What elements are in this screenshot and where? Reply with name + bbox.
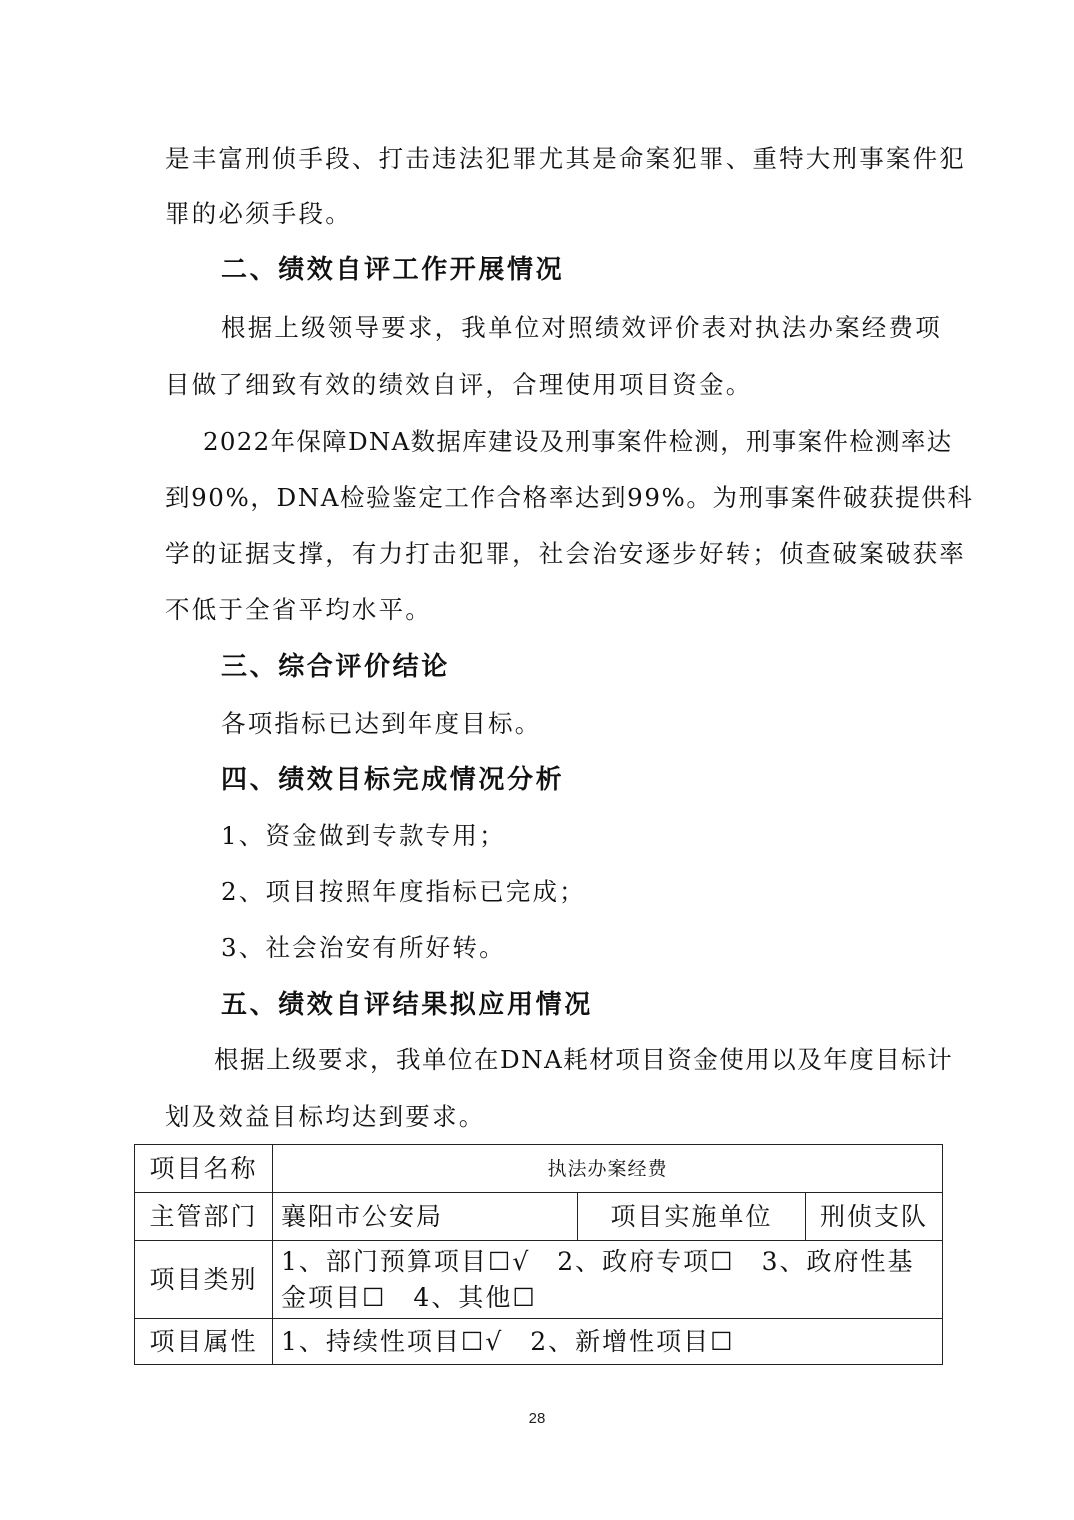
paragraph-line: 到90%，DNA检验鉴定工作合格率达到99%。为刑事案件破获提供科 bbox=[165, 483, 974, 512]
paragraph-line: 根据上级领导要求，我单位对照绩效评价表对执法办案经费项 bbox=[221, 313, 942, 342]
paragraph-line: 2022年保障DNA数据库建设及刑事案件检测，刑事案件检测率达 bbox=[203, 427, 953, 456]
table-row bbox=[135, 1319, 943, 1365]
project-category-value: 1、部门预算项目☐√ 2、政府专项☐ 3、政府性基金项目☐ 4、其他☐ bbox=[273, 1241, 943, 1319]
paragraph-line: 罪的必须手段。 bbox=[165, 199, 352, 228]
list-item: 1、资金做到专款专用； bbox=[221, 821, 506, 850]
table-row bbox=[135, 1241, 943, 1319]
section-heading: 四、绩效目标完成情况分析 bbox=[221, 765, 565, 795]
department-value: 襄阳市公安局 bbox=[273, 1193, 578, 1241]
paragraph-line: 学的证据支撑，有力打击犯罪，社会治安逐步好转；侦查破案破获率 bbox=[165, 539, 966, 568]
list-item: 2、项目按照年度指标已完成； bbox=[221, 877, 586, 906]
department-label: 主管部门 bbox=[135, 1193, 273, 1241]
project-category-label: 项目类别 bbox=[135, 1241, 273, 1319]
project-info-table bbox=[134, 1144, 943, 1365]
project-name-value: 执法办案经费 bbox=[273, 1145, 943, 1193]
section-heading: 五、绩效自评结果拟应用情况 bbox=[221, 990, 593, 1020]
project-attribute-label: 项目属性 bbox=[135, 1319, 273, 1365]
implementing-unit-label: 项目实施单位 bbox=[578, 1193, 806, 1241]
paragraph-line: 划及效益目标均达到要求。 bbox=[165, 1102, 486, 1131]
list-item: 3、社会治安有所好转。 bbox=[221, 933, 506, 962]
paragraph-line: 是丰富刑侦手段、打击违法犯罪尤其是命案犯罪、重特大刑事案件犯 bbox=[165, 144, 966, 173]
table-row bbox=[135, 1193, 943, 1241]
project-attribute-value: 1、持续性项目☐√ 2、新增性项目☐ bbox=[273, 1319, 943, 1365]
implementing-unit-value: 刑侦支队 bbox=[806, 1193, 943, 1241]
page-number: 28 bbox=[528, 1410, 546, 1427]
project-name-label: 项目名称 bbox=[135, 1145, 273, 1193]
section-heading: 二、绩效自评工作开展情况 bbox=[221, 255, 565, 285]
paragraph-line: 不低于全省平均水平。 bbox=[165, 595, 432, 624]
table-row bbox=[135, 1145, 943, 1193]
paragraph-line: 各项指标已达到年度目标。 bbox=[221, 709, 542, 738]
section-heading: 三、综合评价结论 bbox=[221, 652, 450, 682]
paragraph-line: 根据上级要求，我单位在DNA耗材项目资金使用以及年度目标计 bbox=[214, 1045, 954, 1074]
paragraph-line: 目做了细致有效的绩效自评，合理使用项目资金。 bbox=[165, 370, 753, 399]
